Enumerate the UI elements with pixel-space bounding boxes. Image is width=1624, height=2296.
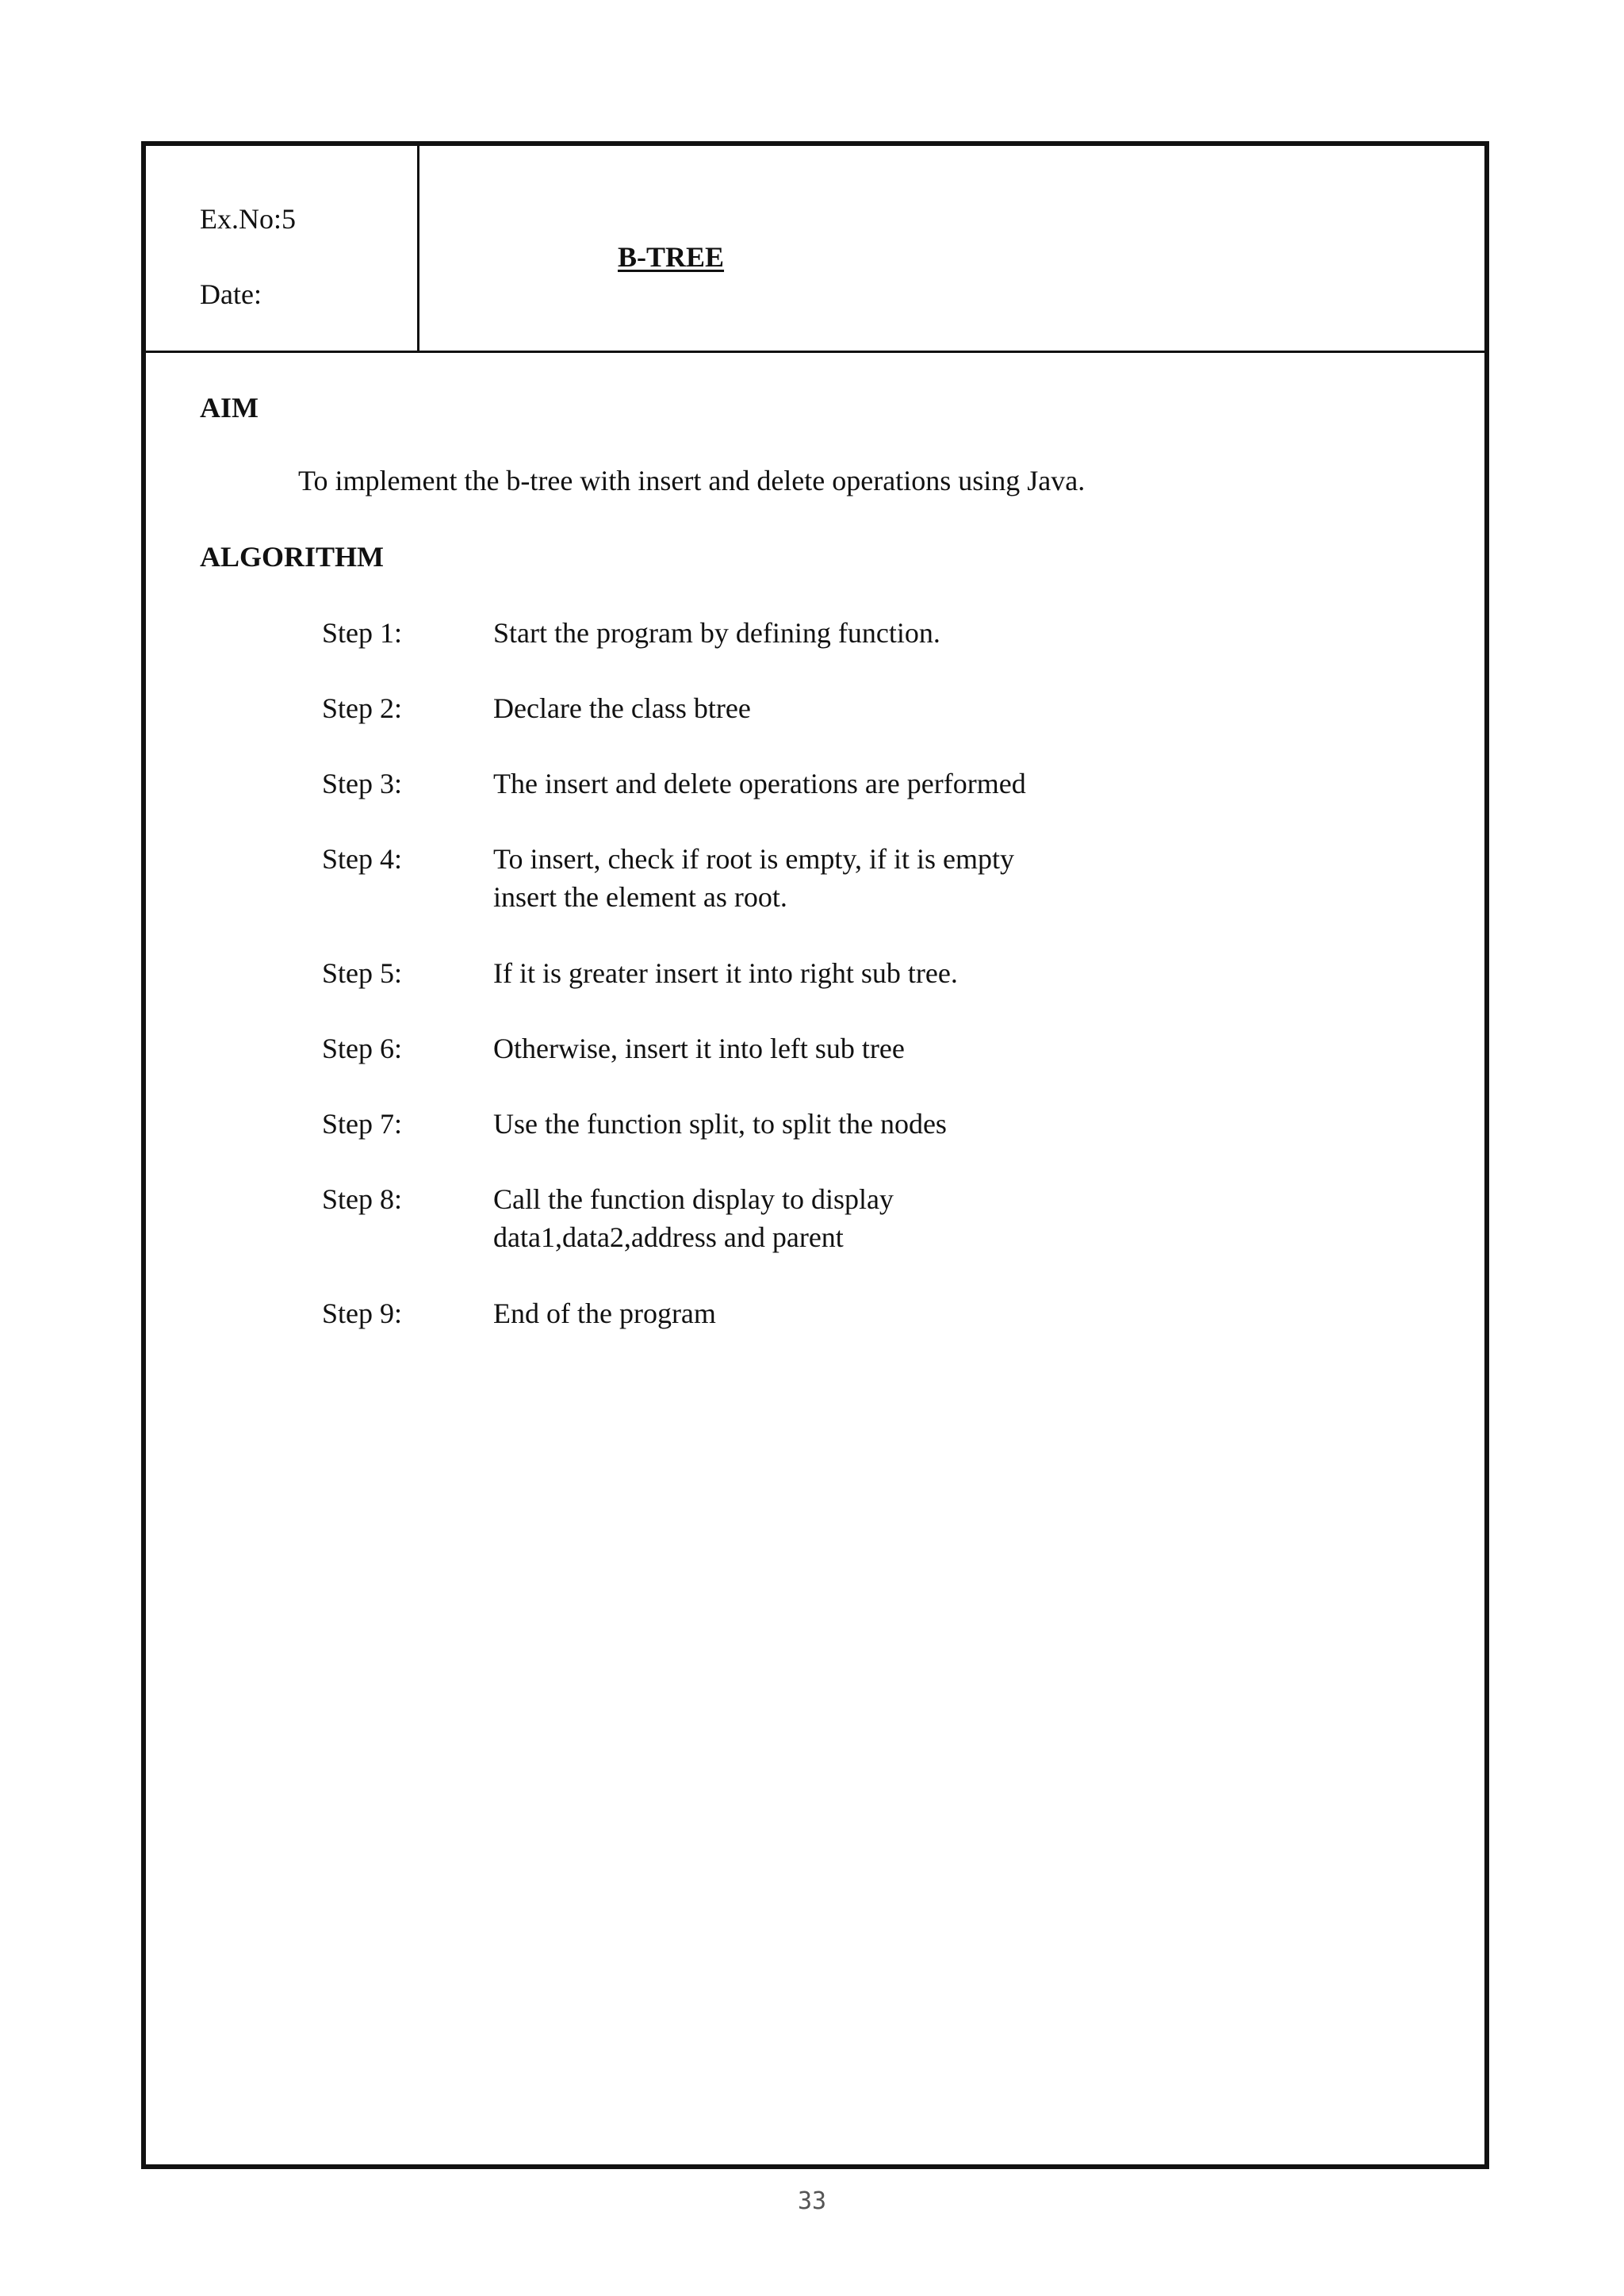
step-label: Step 8: — [322, 1183, 403, 1215]
step-label: Step 9: — [322, 1297, 403, 1329]
exercise-number: Ex.No:5 — [200, 203, 296, 235]
header-row — [146, 146, 1484, 353]
step-label: Step 4: — [322, 843, 403, 875]
step-text: Use the function split, to split the nodes — [493, 1108, 947, 1140]
step-label: Step 3: — [322, 768, 403, 799]
header-left-cell — [146, 146, 419, 351]
page-title: B-TREE — [618, 241, 725, 273]
step-text: If it is greater insert it into right sub tree. — [493, 957, 958, 989]
step-label: Step 6: — [322, 1033, 403, 1064]
step-text-line-1: To insert, check if root is empty, if it is empty — [493, 843, 1015, 875]
step-text — [493, 1180, 1207, 1256]
algorithm-heading: ALGORITHM — [200, 541, 385, 573]
step-text: Declare the class btree — [493, 692, 751, 724]
step-label: Step 1: — [322, 617, 403, 649]
step-label: Step 7: — [322, 1108, 403, 1140]
aim-text: To implement the b-tree with insert and delete operations using Java. — [298, 465, 1086, 496]
step-label: Step 2: — [322, 692, 403, 724]
step-text-line-2: data1,data2,address and parent — [493, 1221, 844, 1253]
step-text: Start the program by defining function. — [493, 617, 940, 649]
page-number: 33 — [797, 2187, 827, 2215]
step-text-line-1: Call the function display to display — [493, 1183, 894, 1215]
step-text: Otherwise, insert it into left sub tree — [493, 1033, 905, 1064]
step-text: End of the program — [493, 1297, 716, 1329]
page-frame — [141, 141, 1489, 2169]
step-text: The insert and delete operations are performed — [493, 768, 1026, 799]
step-text — [493, 840, 1207, 916]
date-label: Date: — [200, 278, 262, 310]
step-text-line-2: insert the element as root. — [493, 881, 787, 913]
aim-heading: AIM — [200, 392, 259, 424]
step-label: Step 5: — [322, 957, 403, 989]
